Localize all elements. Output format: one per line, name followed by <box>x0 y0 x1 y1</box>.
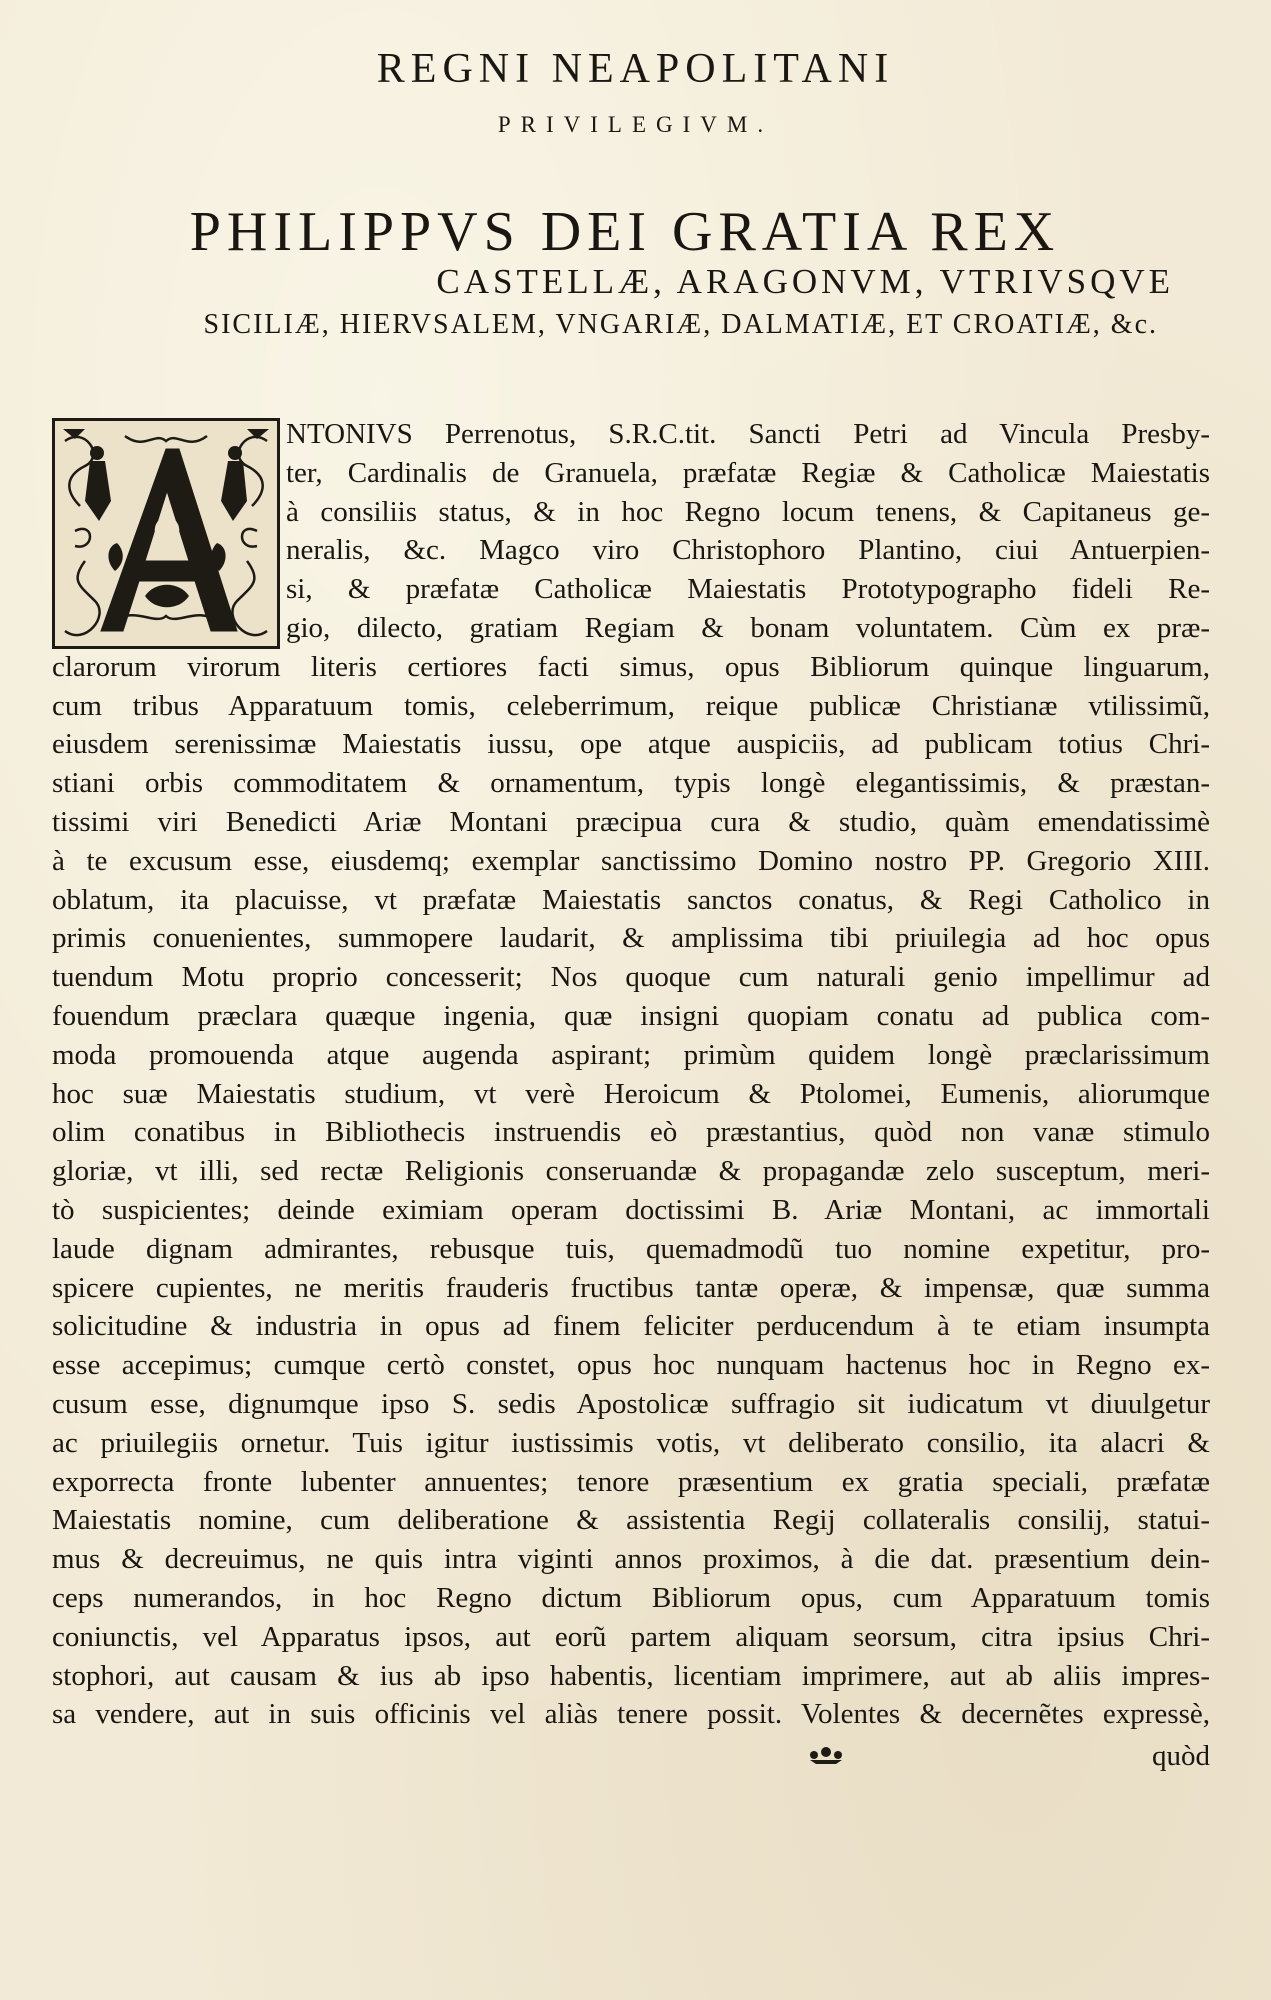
decree-title-territories: SICILIÆ, HIERVSALEM, VNGARIÆ, DALMATIÆ, ET CROATIÆ, &c. <box>203 309 1158 340</box>
body-line: stiani orbis commoditatem & ornamentum, typis longè elegantissimis, & præstan- <box>52 767 1210 799</box>
body-line: moda promouenda atque augenda aspirant; primùm quidem longè præclarissimum <box>52 1039 1210 1071</box>
body-line: cusum esse, dignumque ipso S. sedis Apostolicæ suffragio sit iudicatum vt diuulgetur <box>52 1388 1210 1420</box>
body-line: neralis, &c. Magco viro Christophoro Plantino, ciui Antuerpien- <box>286 534 1210 566</box>
signature-mark-icon <box>806 1744 846 1766</box>
body-line: exporrecta fronte lubenter annuentes; tenore præsentium ex gratia speciali, præfatæ <box>52 1466 1210 1498</box>
body-line: tuendum Motu proprio concesserit; Nos quoque cum naturali genio impellimur ad <box>52 961 1210 993</box>
body-line: olim conatibus in Bibliothecis instruendis eò præstantius, quòd non vanæ stimulo <box>52 1116 1210 1148</box>
body-line: tissimi viri Benedicti Ariæ Montani præcipua cura & studio, quàm emendatissimè <box>52 806 1210 838</box>
body-line: sa vendere, aut in suis officinis vel aliàs tenere possit. Volentes & decernẽtes expressè, <box>52 1698 1210 1730</box>
body-line: solicitudine & industria in opus ad finem feliciter perducendum à te etiam insumpta <box>52 1310 1210 1342</box>
body-line: mus & decreuimus, ne quis intra viginti annos proximos, à die dat. præsentium dein- <box>52 1543 1210 1575</box>
header-title: REGNI NEAPOLITANI <box>376 46 895 92</box>
body-line: cum tribus Apparatuum tomis, celeberrimum, reique publicæ Christianæ vtilissimũ, <box>52 690 1210 722</box>
body-line: si, & præfatæ Catholicæ Maiestatis Prototypographo fideli Re- <box>286 573 1210 605</box>
decree-title-kingdoms: CASTELLÆ, ARAGONVM, VTRIVSQVE <box>436 262 1174 301</box>
body-line: primis conuenientes, summopere laudarit, & amplissima tibi priuilegia ad hoc opus <box>52 922 1210 954</box>
body-line: laude dignam admirantes, rebusque tuis, quemadmodũ tuo nomine expetitur, pro- <box>52 1233 1210 1265</box>
body-line: ac priuilegiis ornetur. Tuis igitur iustissimis votis, vt deliberato consilio, ita alacri & <box>52 1427 1210 1459</box>
body-line: eiusdem serenissimæ Maiestatis iussu, ope atque auspiciis, ad publicam totius Chri- <box>52 728 1210 760</box>
body-line: oblatum, ita placuisse, vt præfatæ Maiestatis sanctos conatus, & Regi Catholico in <box>52 884 1210 916</box>
body-line: fouendum præclara quæque ingenia, quæ insigni quopiam conatu ad publica com- <box>52 1000 1210 1032</box>
body-line: NTONIVS Perrenotus, S.R.C.tit. Sancti Petri ad Vincula Presby- <box>286 418 1210 450</box>
body-line: gio, dilecto, gratiam Regiam & bonam voluntatem. Cùm ex præ- <box>286 612 1210 644</box>
body-line: ter, Cardinalis de Granuela, præfatæ Regiæ & Catholicæ Maiestatis <box>286 457 1210 489</box>
body-line: à consiliis status, & in hoc Regno locum tenens, & Capitaneus ge- <box>286 496 1210 528</box>
body-line: stophori, aut causam & ius ab ipso habentis, licentiam imprimere, aut ab aliis impres- <box>52 1660 1210 1692</box>
body-line: hoc suæ Maiestatis studium, vt verè Heroicum & Ptolomei, Eumenis, aliorumque <box>52 1078 1210 1110</box>
body-line: tò suspicientes; deinde eximiam operam doctissimi B. Ariæ Montani, ac immortali <box>52 1194 1210 1226</box>
body-line: à te excusum esse, eiusdemq; exemplar sanctissimo Domino nostro PP. Gregorio XIII. <box>52 845 1210 877</box>
body-line: Maiestatis nomine, cum deliberatione & assistentia Regij collateralis consilij, statui- <box>52 1504 1210 1536</box>
body-line: esse accepimus; cumque certò constet, opus hoc nunquam hactenus hoc in Regno ex- <box>52 1349 1210 1381</box>
body-line: coniunctis, vel Apparatus ipsos, aut eorũ partem aliquam seorsum, citra ipsius Chri- <box>52 1621 1210 1653</box>
body-line: clarorum virorum literis certiores facti simus, opus Bibliorum quinque linguarum, <box>52 651 1210 683</box>
catchword: quòd <box>1152 1740 1210 1772</box>
header-subtitle: PRIVILEGIVM. <box>497 112 774 137</box>
decree-title: PHILIPPVS DEI GRATIA REX <box>189 201 1061 263</box>
body-line: ceps numerandos, in hoc Regno dictum Bibliorum opus, cum Apparatuum tomis <box>52 1582 1210 1614</box>
body-line: gloriæ, vt illi, sed rectæ Religionis conseruandæ & propagandæ zelo susceptum, meri- <box>52 1155 1210 1187</box>
body-line: spicere cupientes, ne meritis frauderis fructibus tantæ operæ, & impensæ, quæ summa <box>52 1272 1210 1304</box>
